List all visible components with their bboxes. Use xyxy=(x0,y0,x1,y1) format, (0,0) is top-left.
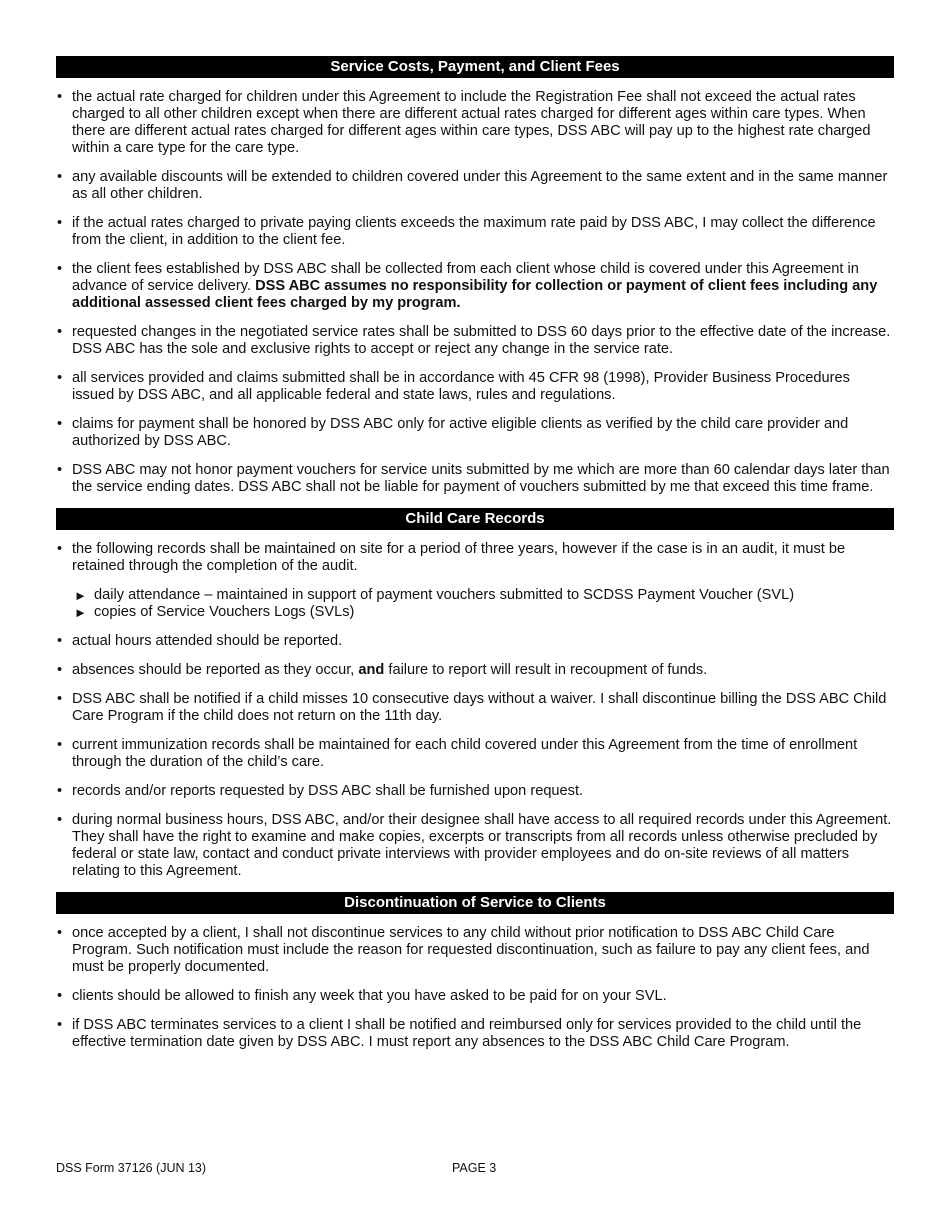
item-text: claims for payment shall be honored by DSS ABC only for active eligible clients as verified by the child care provider and authorized by DSS ABC. xyxy=(72,416,849,449)
bullet-icon: • xyxy=(57,261,63,277)
section-discontinuation xyxy=(56,892,894,1051)
list-item xyxy=(56,633,894,650)
item-text: if DSS ABC terminates services to a client I shall be notified and reimbursed only for services provided to the child until the effective termination date given by DSS ABC. I must report any absences to the DSS ABC Child Care Program. xyxy=(72,1017,862,1050)
item-text: if the actual rates charged to private paying clients exceeds the maximum rate paid by DSS ABC, I may collect the difference from the client, in addition to the client fee. xyxy=(72,215,876,248)
list-item xyxy=(56,737,894,771)
section-title: Discontinuation of Service to Clients xyxy=(56,892,894,914)
item-text: once accepted by a client, I shall not discontinue services to any child without prior notification to DSS ABC Child Care Program. Such notification must include the reason for requested discontinuation, such as failure to pay any client fees, and must be properly documented. xyxy=(72,925,870,975)
item-text: all services provided and claims submitted shall be in accordance with 45 CFR 98 (1998), Provider Business Procedures issued by DSS ABC, and all applicable federal and state laws, rules and regulations. xyxy=(72,370,850,403)
bullet-icon: • xyxy=(57,370,63,386)
arrow-bullet-icon: ► xyxy=(74,588,87,603)
item-text: clients should be allowed to finish any week that you have asked to be paid for on your SVL. xyxy=(72,988,667,1004)
list-item xyxy=(56,370,894,404)
list-item xyxy=(56,462,894,496)
item-text: the following records shall be maintained on site for a period of three years, however if the case is in an audit, it must be retained through the completion of the audit. xyxy=(72,541,846,574)
list-item xyxy=(56,169,894,203)
bullet-icon: • xyxy=(57,925,63,941)
sub-list-item xyxy=(56,587,894,604)
list-item xyxy=(56,988,894,1005)
bullet-icon: • xyxy=(57,169,63,185)
list-item xyxy=(56,89,894,157)
page-number: PAGE 3 xyxy=(452,1161,497,1175)
bullet-icon: • xyxy=(57,783,63,799)
bullet-icon: • xyxy=(57,691,63,707)
item-text: DSS ABC shall be notified if a child misses 10 consecutive days without a waiver. I shall discontinue billing the DSS ABC Child Care Program if the child does not return on the 11th day. xyxy=(72,691,887,724)
sub-item-text: daily attendance – maintained in support of payment vouchers submitted to SCDSS Payment Voucher (SVL) xyxy=(94,587,795,603)
document-page xyxy=(56,56,894,1063)
section-title: Service Costs, Payment, and Client Fees xyxy=(56,56,894,78)
sub-list xyxy=(56,587,894,621)
form-number: DSS Form 37126 (JUN 13) xyxy=(56,1161,207,1175)
item-text: actual hours attended should be reported. xyxy=(72,633,343,649)
list-item xyxy=(56,324,894,358)
list-item xyxy=(56,416,894,450)
item-text: any available discounts will be extended to children covered under this Agreement to the same extent and in the same manner as all other children. xyxy=(72,169,888,202)
list-item xyxy=(56,925,894,976)
item-text-bold: DSS ABC assumes no responsibility for collection or payment of client fees including any additional assessed client fees charged by my program. xyxy=(72,278,878,311)
item-text: during normal business hours, DSS ABC, and/or their designee shall have access to all required records under this Agreement. They shall have the right to examine and make copies, excerpts or transcripts from all records unless otherwise precluded by federal or state law, contact and conduct private interviews with provider employees and do on-site reviews of all matters relating to this Agreement. xyxy=(72,812,892,879)
list-item xyxy=(56,261,894,312)
bullet-icon: • xyxy=(57,988,63,1004)
item-text: records and/or reports requested by DSS ABC shall be furnished upon request. xyxy=(72,783,584,799)
bullet-icon: • xyxy=(57,324,63,340)
list-item xyxy=(56,1017,894,1051)
list-item xyxy=(56,783,894,800)
item-text: DSS ABC may not honor payment vouchers for service units submitted by me which are more than 60 calendar days later than the service ending dates. DSS ABC shall not be liable for payment of vouchers submitted by me that exceed this time frame. xyxy=(72,462,890,495)
item-text: failure to report will result in recoupment of funds. xyxy=(384,662,708,678)
bullet-icon: • xyxy=(57,215,63,231)
list-item xyxy=(56,691,894,725)
bullet-icon: • xyxy=(57,89,63,105)
sub-item-text: copies of Service Vouchers Logs (SVLs) xyxy=(94,604,355,620)
item-text-bold: and xyxy=(358,662,385,678)
bullet-icon: • xyxy=(57,662,63,678)
item-text: requested changes in the negotiated service rates shall be submitted to DSS 60 days prior to the effective date of the increase. DSS ABC has the sole and exclusive rights to accept or reject any change in the service rate. xyxy=(72,324,891,357)
item-text: current immunization records shall be maintained for each child covered under this Agreement from the time of enrollment through the duration of the child’s care. xyxy=(72,737,858,770)
bullet-icon: • xyxy=(57,812,63,828)
bullet-icon: • xyxy=(57,416,63,432)
list-item xyxy=(56,541,894,575)
bullet-icon: • xyxy=(57,1017,63,1033)
list-item xyxy=(56,215,894,249)
list-item xyxy=(56,662,894,679)
section-title: Child Care Records xyxy=(56,508,894,530)
section-service-costs xyxy=(56,56,894,496)
arrow-bullet-icon: ► xyxy=(74,605,87,620)
bullet-icon: • xyxy=(57,633,63,649)
item-text: the actual rate charged for children under this Agreement to include the Registration Fee shall not exceed the actual rates charged to all other children except when there are different actual rates charged for different ages within care types. When there are different actual rates charged for different ages within care types, DSS ABC will pay up to the highest rate charged within a care type for the care type. xyxy=(72,89,871,156)
bullet-icon: • xyxy=(57,462,63,478)
section-child-care-records xyxy=(56,508,894,880)
item-text: the client fees established by DSS ABC shall be collected from each client whose child is covered under this Agreement in advance of service delivery. xyxy=(72,261,859,294)
list-item xyxy=(56,812,894,880)
sub-list-item xyxy=(56,604,894,621)
bullet-icon: • xyxy=(57,737,63,753)
item-text: absences should be reported as they occur, xyxy=(72,662,359,678)
bullet-icon: • xyxy=(57,541,63,557)
